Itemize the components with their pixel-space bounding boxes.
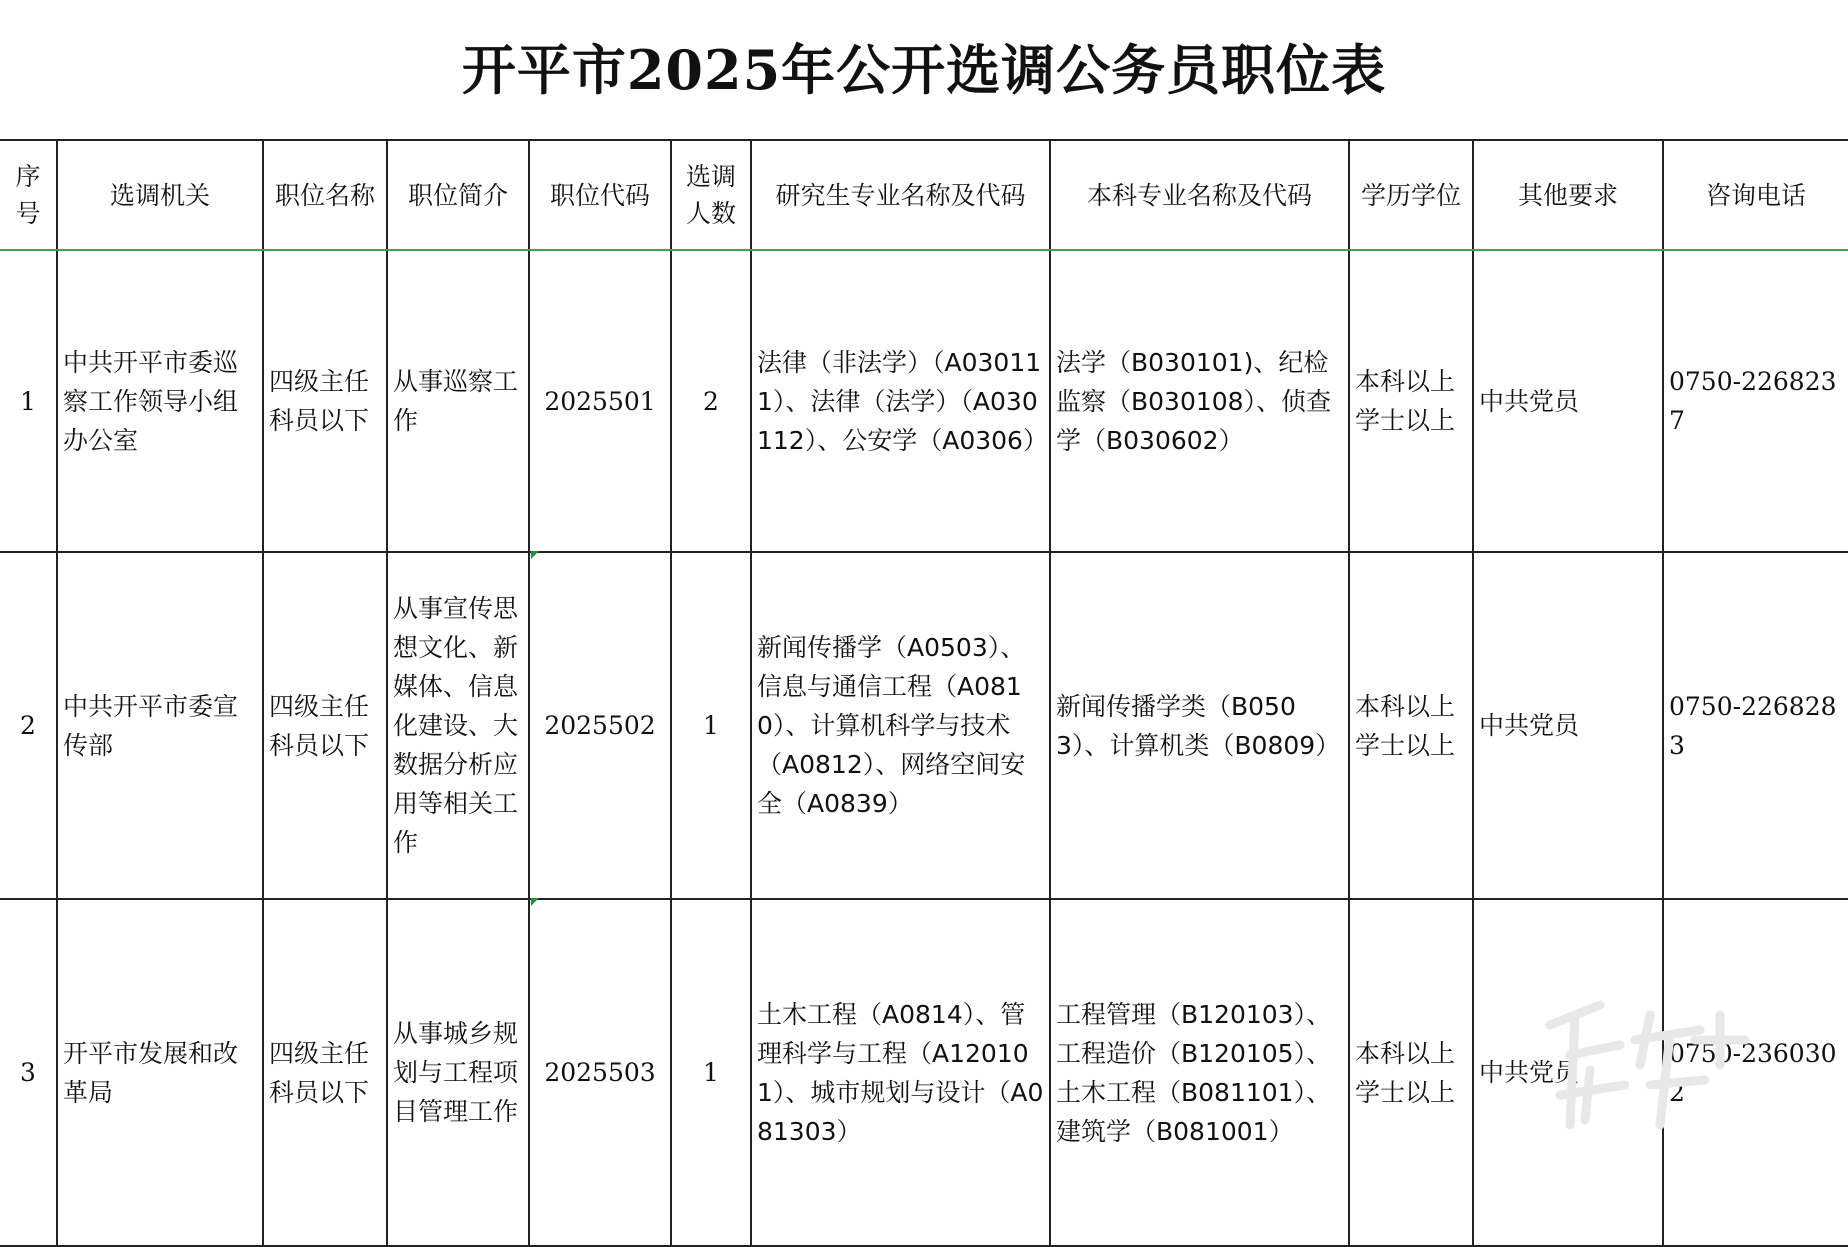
header-grad-major: 研究生专业名称及代码 <box>751 140 1050 250</box>
header-phone: 咨询电话 <box>1663 140 1848 250</box>
cell-count: 1 <box>671 899 751 1246</box>
table-row <box>0 899 1848 1246</box>
cell-seq: 1 <box>0 250 57 552</box>
positions-table <box>0 139 1848 1247</box>
header-pos-code: 职位代码 <box>529 140 671 250</box>
cell-pos-desc: 从事巡察工作 <box>387 250 529 552</box>
header-org: 选调机关 <box>57 140 263 250</box>
cell-phone: 0750-2360302 <box>1663 899 1848 1246</box>
cell-pos-desc: 从事城乡规划与工程项目管理工作 <box>387 899 529 1246</box>
table-header-row <box>0 140 1848 250</box>
header-pos-name: 职位名称 <box>263 140 387 250</box>
cell-pos-code: 2025501 <box>529 250 671 552</box>
cell-pos-name: 四级主任科员以下 <box>263 250 387 552</box>
header-ug-major: 本科专业名称及代码 <box>1050 140 1349 250</box>
cell-other: 中共党员 <box>1473 899 1663 1246</box>
comment-marker <box>531 551 539 559</box>
table-row <box>0 552 1848 899</box>
cell-phone: 0750-2268283 <box>1663 552 1848 899</box>
header-pos-desc: 职位简介 <box>387 140 529 250</box>
cell-edu: 本科以上学士以上 <box>1349 552 1473 899</box>
cell-pos-desc: 从事宣传思想文化、新媒体、信息化建设、大数据分析应用等相关工作 <box>387 552 529 899</box>
header-edu: 学历学位 <box>1349 140 1473 250</box>
cell-org: 开平市发展和改革局 <box>57 899 263 1246</box>
cell-edu: 本科以上学士以上 <box>1349 250 1473 552</box>
cell-grad-major: 土木工程（A0814）、管理科学与工程（A120101）、城市规划与设计（A081303） <box>751 899 1050 1246</box>
cell-seq: 3 <box>0 899 57 1246</box>
cell-pos-code: 2025502 <box>529 552 671 899</box>
cell-ug-major: 新闻传播学类（B0503）、计算机类（B0809） <box>1050 552 1349 899</box>
cell-org: 中共开平市委巡察工作领导小组办公室 <box>57 250 263 552</box>
header-other: 其他要求 <box>1473 140 1663 250</box>
table-row <box>0 250 1848 552</box>
header-seq: 序号 <box>0 140 57 250</box>
cell-ug-major: 工程管理（B120103）、工程造价（B120105）、土木工程（B081101）、建筑学（B081001） <box>1050 899 1349 1246</box>
cell-pos-name: 四级主任科员以下 <box>263 899 387 1246</box>
cell-count: 2 <box>671 250 751 552</box>
header-count: 选调人数 <box>671 140 751 250</box>
cell-edu: 本科以上学士以上 <box>1349 899 1473 1246</box>
cell-org: 中共开平市委宣传部 <box>57 552 263 899</box>
cell-other: 中共党员 <box>1473 250 1663 552</box>
cell-count: 1 <box>671 552 751 899</box>
cell-ug-major: 法学（B030101)、纪检监察（B030108）、侦查学（B030602） <box>1050 250 1349 552</box>
comment-marker <box>531 898 539 906</box>
cell-other: 中共党员 <box>1473 552 1663 899</box>
cell-seq: 2 <box>0 552 57 899</box>
cell-pos-name: 四级主任科员以下 <box>263 552 387 899</box>
cell-grad-major: 法律（非法学）（A030111）、法律（法学）（A030112）、公安学（A0306） <box>751 250 1050 552</box>
cell-grad-major: 新闻传播学（A0503）、信息与通信工程（A0810）、计算机科学与技术（A0812）、网络空间安全（A0839） <box>751 552 1050 899</box>
cell-pos-code: 2025503 <box>529 899 671 1246</box>
cell-phone: 0750-2268237 <box>1663 250 1848 552</box>
page-title: 开平市2025年公开选调公务员职位表 <box>461 38 1387 102</box>
